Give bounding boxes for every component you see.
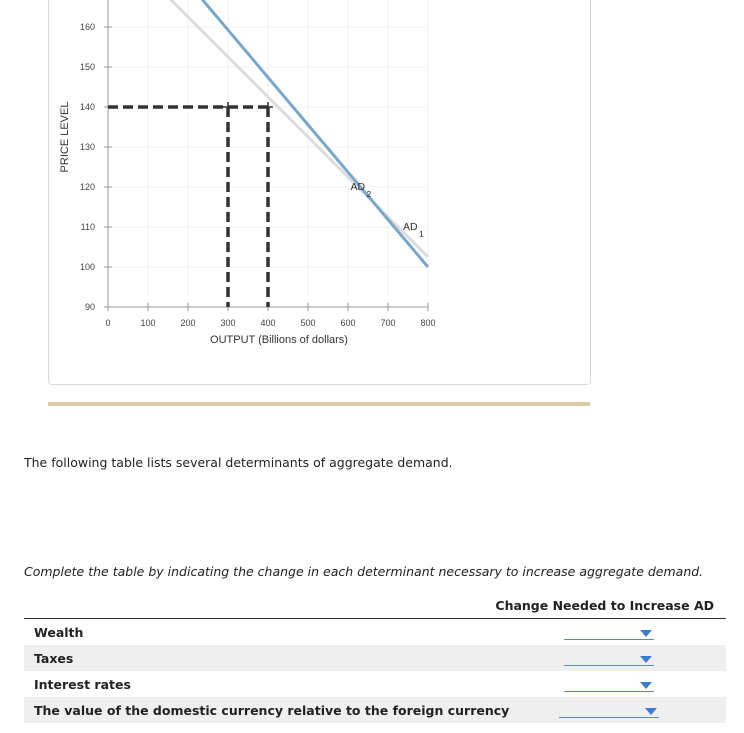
y-tick-label-130: 130 (79, 142, 95, 152)
y-axis-title: PRICE LEVEL (59, 101, 71, 173)
determinants-table (24, 596, 726, 723)
table-row-interest-rates (24, 671, 726, 697)
label-ad1-subscript: 1 (419, 229, 424, 239)
ad-chart (49, 0, 590, 384)
x-tick-label-500: 500 (300, 318, 316, 328)
row-label: Taxes (34, 651, 74, 666)
interest-rates-dropdown[interactable] (564, 675, 654, 692)
dropdown-arrow-icon (640, 630, 652, 637)
table-header (24, 596, 726, 619)
y-tick-label-160: 160 (79, 22, 95, 32)
intro-text: The following table lists several determinants of aggregate demand. (24, 455, 453, 470)
row-label: The value of the domestic currency relative to the foreign currency (34, 703, 510, 718)
y-tick-label-140: 140 (79, 102, 95, 112)
y-tick-label-100: 100 (79, 262, 95, 272)
row-label: Wealth (34, 625, 84, 640)
label-ad2: AD (350, 181, 366, 193)
x-tick-label-0: 0 (105, 318, 111, 328)
row-label: Interest rates (34, 677, 131, 692)
taxes-dropdown[interactable] (564, 649, 654, 666)
y-tick-label-150: 150 (79, 62, 95, 72)
table-row-taxes (24, 645, 726, 671)
x-tick-label-300: 300 (220, 318, 236, 328)
x-tick-label-100: 100 (140, 318, 156, 328)
chart-panel (48, 0, 591, 385)
y-tick-label-120: 120 (79, 182, 95, 192)
dropdown-arrow-icon (640, 682, 652, 689)
label-ad1: AD (403, 221, 418, 233)
column-header-change: Change Needed to Increase AD (495, 598, 714, 613)
table-row-wealth (24, 619, 726, 645)
x-tick-label-200: 200 (180, 318, 196, 328)
x-axis-title: OUTPUT (Billions of dollars) (210, 334, 348, 346)
instruction-text: Complete the table by indicating the change in each determinant necessary to increase aggregate demand. (24, 564, 704, 579)
x-tick-label-400: 400 (260, 318, 276, 328)
table-row-currency-value (24, 697, 726, 723)
x-tick-label-700: 700 (380, 318, 396, 328)
x-tick-label-600: 600 (340, 318, 356, 328)
y-tick-label-90: 90 (84, 302, 95, 312)
x-tick-label-800: 800 (420, 318, 436, 328)
section-divider (48, 402, 590, 406)
y-tick-label-110: 110 (80, 222, 95, 232)
wealth-dropdown[interactable] (564, 623, 654, 640)
currency-value-dropdown[interactable] (559, 701, 659, 718)
dropdown-arrow-icon (645, 708, 657, 715)
dropdown-arrow-icon (640, 656, 652, 663)
label-ad2-subscript: 2 (366, 189, 372, 199)
